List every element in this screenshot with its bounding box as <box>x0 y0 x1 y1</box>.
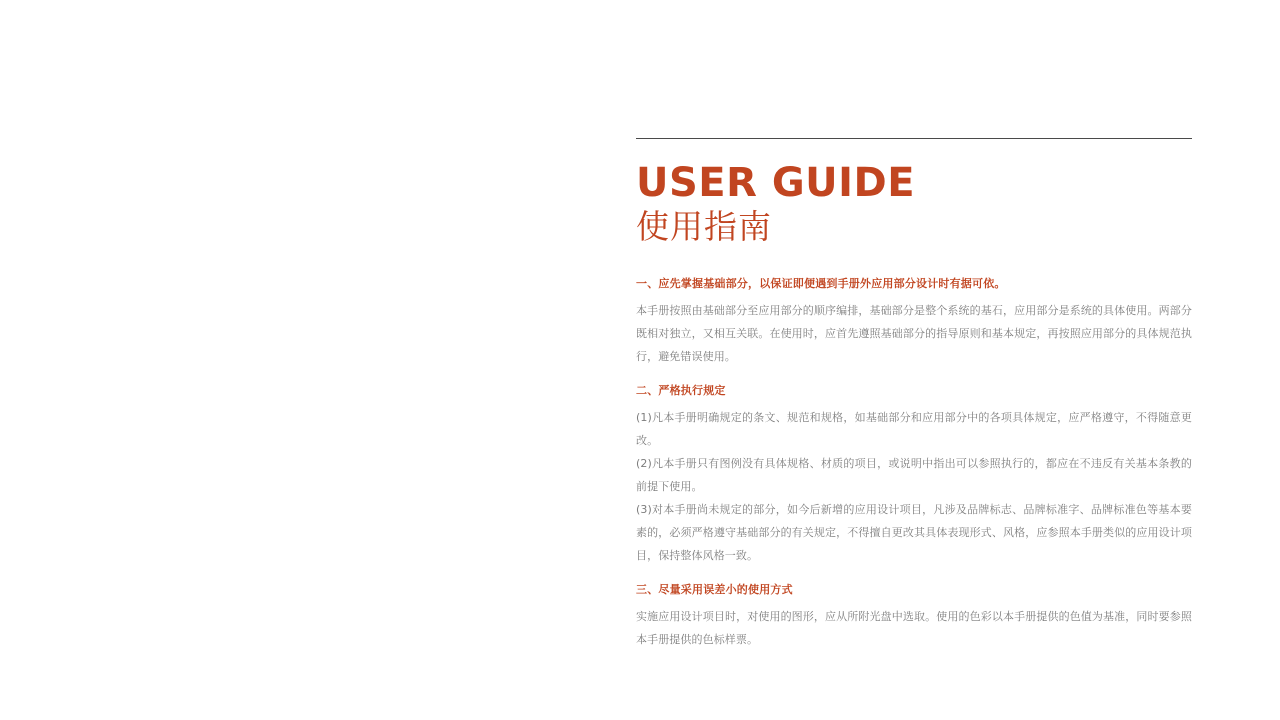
sections-container <box>636 275 1192 651</box>
header-divider <box>636 138 1192 139</box>
section-three-paragraph-1: 实施应用设计项目时，对使用的图形，应从所附光盘中选取。使用的色彩以本手册提供的色值为基准，同时要参照本手册提供的色标样票。 <box>636 610 1192 646</box>
section-two <box>636 382 1192 567</box>
section-three-heading: 三、尽量采用误差小的使用方式 <box>636 583 793 596</box>
section-one-paragraph-1: 本手册按照由基础部分至应用部分的顺序编排，基础部分是整个系统的基石，应用部分是系统的具体使用。两部分既相对独立，又相互关联。在使用时，应首先遵照基础部分的指导原则和基本规定，再按照应用部分的具体规范执行，避免错误使用。 <box>636 304 1192 363</box>
section-one-heading: 一、应先掌握基础部分，以保证即便遇到手册外应用部分设计时有据可依。 <box>636 277 1006 290</box>
section-two-paragraph-1: (1)凡本手册明确规定的条文、规范和规格，如基础部分和应用部分中的各项具体规定，应严格遵守，不得随意更改。 <box>636 411 1192 447</box>
section-two-paragraph-3: (3)对本手册尚未规定的部分，如今后新增的应用设计项目，凡涉及品牌标志、品牌标准字、品牌标准色等基本要素的，必须严格遵守基础部分的有关规定，不得擅自更改其具体表现形式、风格，应参照本手册类似的应用设计项目，保持整体风格一致。 <box>636 503 1192 562</box>
section-one <box>636 275 1192 368</box>
document-content <box>636 138 1192 665</box>
page-title-chinese: 使用指南 <box>636 207 772 246</box>
section-two-heading: 二、严格执行规定 <box>636 384 726 397</box>
section-three <box>636 581 1192 651</box>
section-two-paragraph-2: (2)凡本手册只有图例没有具体规格、材质的项目，或说明中指出可以参照执行的，都应在不违反有关基本条教的前提下使用。 <box>636 457 1192 493</box>
page-title-english: USER GUIDE <box>636 160 916 206</box>
